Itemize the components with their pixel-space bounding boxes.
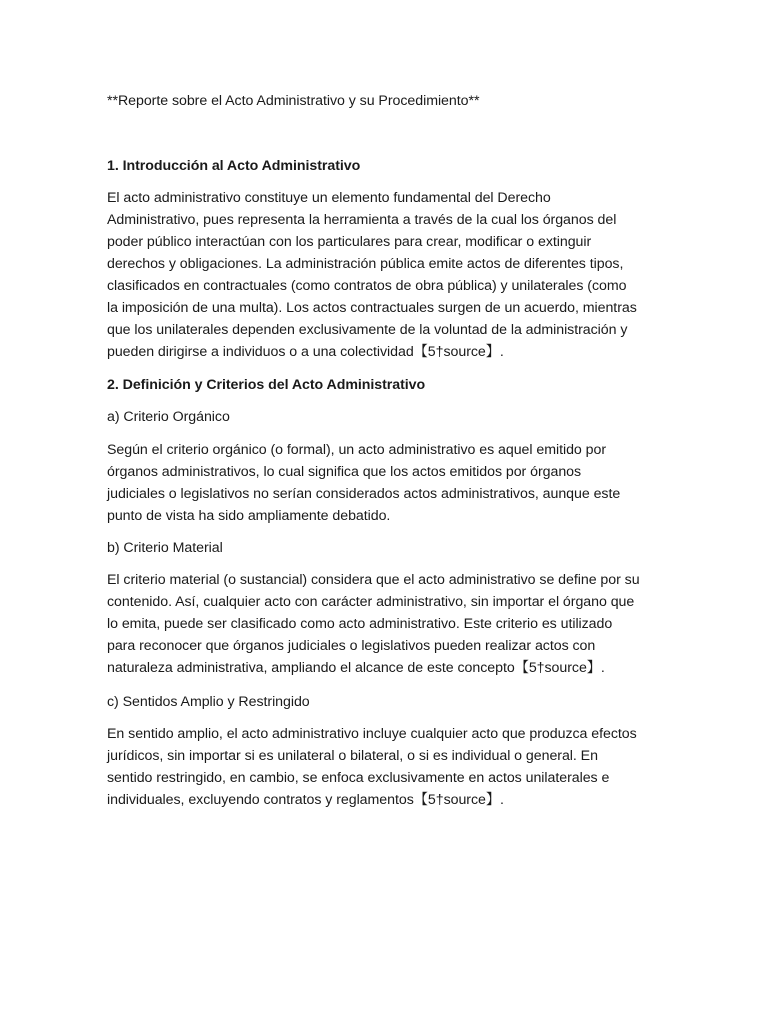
subsection-c-paragraph [107, 723, 637, 811]
paragraph-line: la imposición de una multa). Los actos contractuales surgen de un acuerdo, mientras [107, 300, 637, 316]
paragraph-line: derechos y obligaciones. La administración pública emite actos de diferentes tipos, [107, 256, 624, 272]
paragraph-line: El acto administrativo constituye un elemento fundamental del Derecho [107, 190, 551, 206]
paragraph-line: clasificados en contractuales (como contratos de obra pública) y unilaterales (como [107, 278, 627, 294]
subsection-b-paragraph [107, 569, 640, 679]
paragraph-line: Administrativo, pues representa la herramienta a través de la cual los órganos del [107, 212, 617, 228]
paragraph-line: contenido. Así, cualquier acto con carácter administrativo, sin importar el órgano que [107, 594, 635, 610]
paragraph-line: judiciales o legislativos no serían considerados actos administrativos, aunque este [107, 486, 621, 502]
paragraph-line: naturaleza administrativa, ampliando el alcance de este concepto【5†source】. [107, 660, 605, 676]
subsection-a-paragraph [107, 439, 620, 527]
paragraph-line: pueden dirigirse a individuos o a una colectividad【5†source】. [107, 344, 504, 360]
paragraph-line: que los unilaterales dependen exclusivamente de la voluntad de la administración y [107, 322, 628, 338]
subsection-c-label: c) Sentidos Amplio y Restringido [107, 694, 310, 710]
paragraph-line: órganos administrativos, lo cual significa que los actos emitidos por órganos [107, 464, 582, 480]
paragraph-line: sentido restringido, en cambio, se enfoca exclusivamente en actos unilaterales e [107, 770, 610, 786]
paragraph-line: El criterio material (o sustancial) considera que el acto administrativo se define por su [107, 572, 640, 588]
document-title: **Reporte sobre el Acto Administrativo y su Procedimiento** [107, 93, 480, 109]
paragraph-line: para reconocer que órganos judiciales o legislativos pueden realizar actos con [107, 638, 596, 654]
subsection-a-label: a) Criterio Orgánico [107, 409, 230, 425]
section-1-paragraph [107, 187, 637, 363]
paragraph-line: poder público interactúan con los particulares para crear, modificar o extinguir [107, 234, 592, 250]
section-2-heading: 2. Definición y Criterios del Acto Administrativo [107, 377, 426, 393]
section-1-heading: 1. Introducción al Acto Administrativo [107, 158, 361, 174]
paragraph-line: punto de vista ha sido ampliamente debatido. [107, 508, 391, 524]
paragraph-line: Según el criterio orgánico (o formal), un acto administrativo es aquel emitido por [107, 442, 607, 458]
paragraph-line: individuales, excluyendo contratos y reglamentos【5†source】. [107, 792, 504, 808]
paragraph-line: En sentido amplio, el acto administrativo incluye cualquier acto que produzca efectos [107, 726, 637, 742]
paragraph-line: jurídicos, sin importar si es unilateral o bilateral, o si es individual o general. En [107, 748, 598, 764]
subsection-b-label: b) Criterio Material [107, 540, 223, 556]
paragraph-line: lo emita, puede ser clasificado como acto administrativo. Este criterio es utilizado [107, 616, 613, 632]
